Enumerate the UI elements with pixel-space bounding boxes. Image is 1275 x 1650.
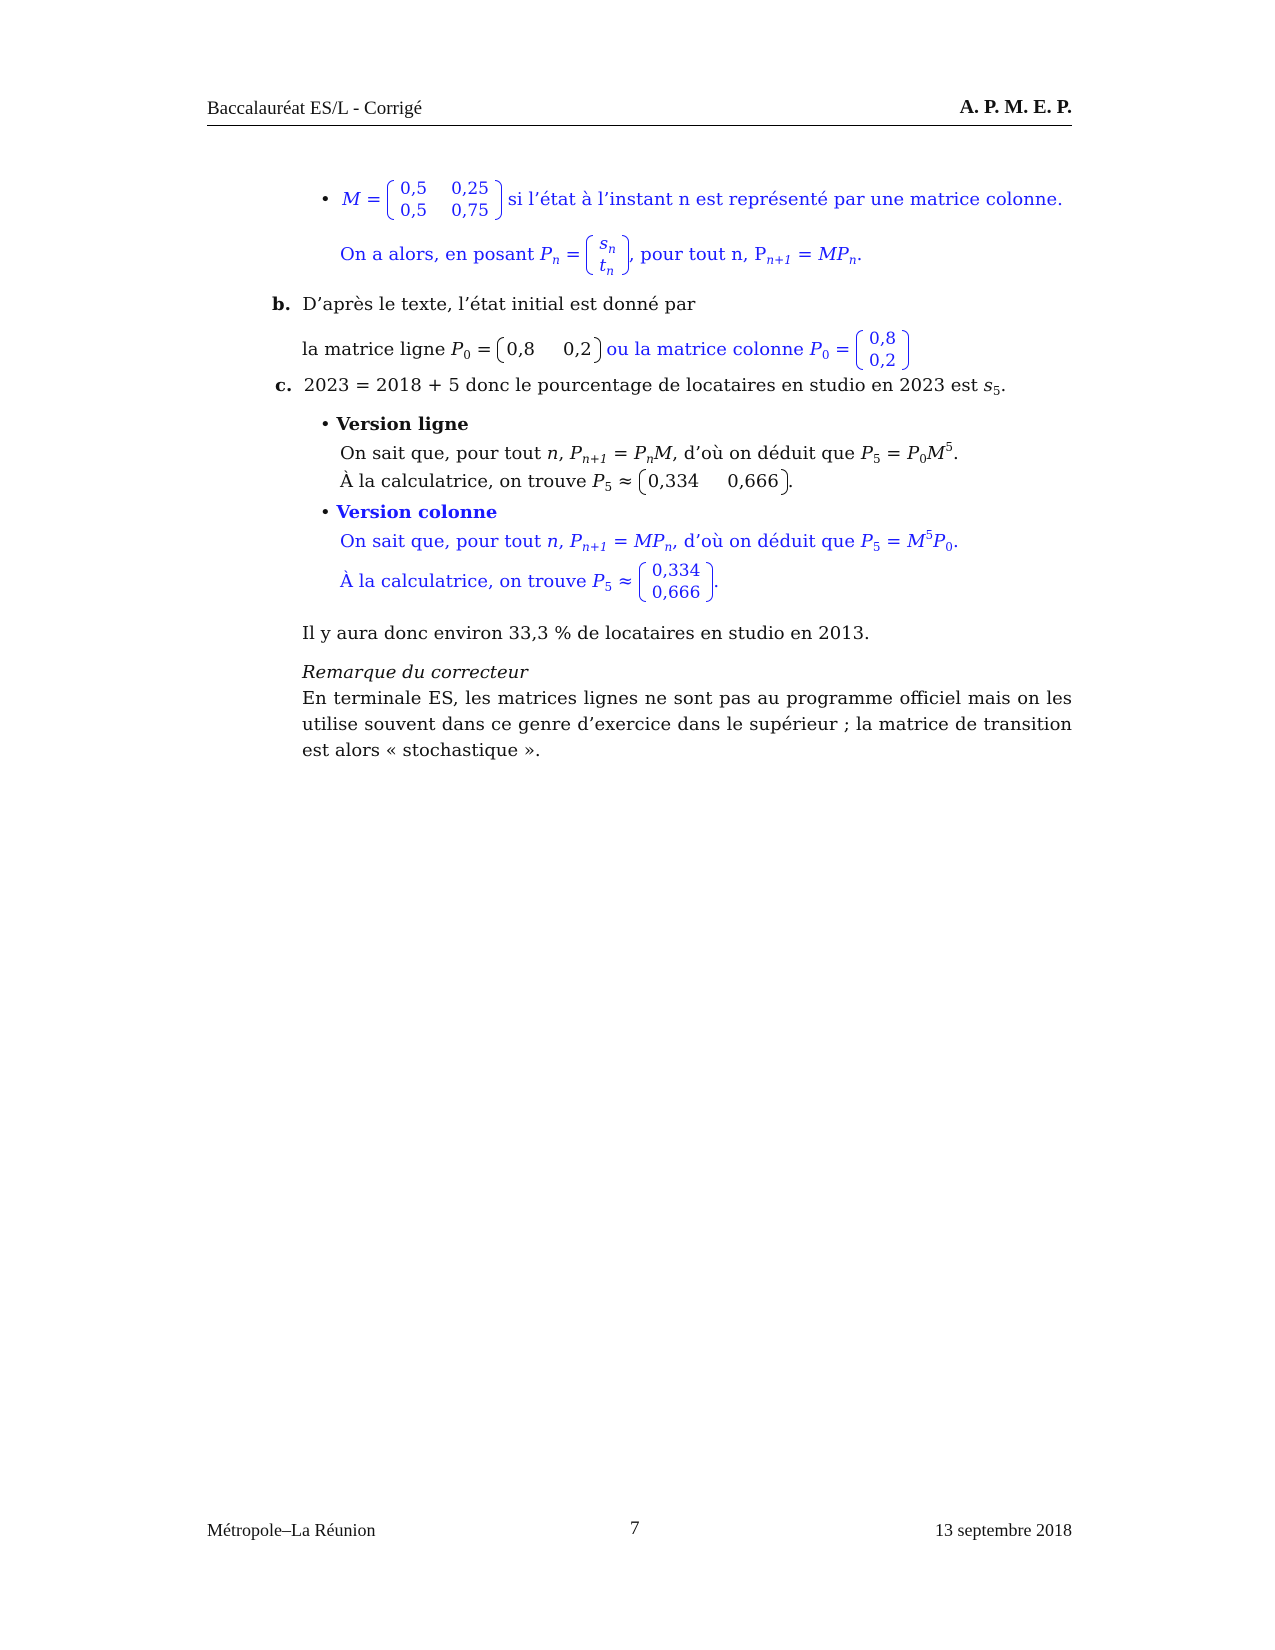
page-number: 7 (630, 1518, 640, 1539)
p5-row-matrix: 0,334 0,666 (639, 470, 788, 494)
item-a-text: si l’état à l’instant n est représenté par une matrice colonne. (507, 189, 1063, 210)
item-c-label: c. (275, 375, 293, 396)
footer-left: Métropole–La Réunion (207, 1520, 376, 1540)
version-ligne-line2: À la calculatrice, on trouve $P_5 \approx 0,334$ 0,666 . (340, 471, 794, 494)
item-a-line2: On a alors, en posant $P_n$ = $s_n$ $t_n$ , pour tout n, $P_{n+1} = MP_n$. (340, 234, 863, 278)
transition-matrix: 0,5 0,25 0,5 0,75 (387, 178, 502, 222)
header-rule (207, 125, 1072, 126)
remark-text: En terminale ES, les matrices lignes ne sont pas au programme officiel mais on les utilise souvent dans ce genre d’exercice dans le supérieur ; la matrice de transition est alors « stochastique ». (302, 688, 1072, 761)
item-b-line1: b. D’après le texte, l’état initial est donné par (272, 294, 696, 315)
footer-date: 13 septembre 2018 (935, 1520, 1072, 1540)
item-b-label: b. (272, 294, 291, 315)
version-colonne-line1: On sait que, pour tout n, $P_{n+1} = MP_n$, d’où on déduit que $P_5 = M^5P_0$. (340, 528, 959, 554)
header-right: A. P. M. E. P. (959, 96, 1072, 118)
item-c-line1: c. 2023 = 2018 + 5 donc le pourcentage de locataires en studio en 2023 est $s_5$. (275, 375, 1007, 398)
m-symbol: M (342, 189, 361, 210)
p0-column-matrix: 0,8 0,2 (856, 328, 909, 372)
item-a-matrix-line: • M = 0,5 0,25 0,5 0,75 si l’état à l’instant n est représenté par une matrice colonne. (320, 179, 1063, 221)
conclusion: Il y aura donc environ 33,3 % de locataires en studio en 2013. (302, 623, 870, 644)
version-colonne-title: • Version colonne (320, 502, 498, 523)
item-a-line2-text: On a alors, en posant (340, 244, 535, 265)
version-ligne-title: • Version ligne (320, 414, 469, 435)
version-colonne-line2: À la calculatrice, on trouve $P_5$ ≈ 0,334 0,666 . (340, 561, 720, 603)
pn-column-matrix: $s_n$ $t_n$ (586, 233, 628, 277)
p5-column-matrix: 0,334 0,666 (639, 560, 714, 604)
bullet: • (320, 189, 331, 210)
item-b-line2: la matrice ligne $P_0 = 0,8$ 0,2 ou la matrice colonne $P_0$ = 0,8 0,2 (302, 328, 909, 372)
remark-title: Remarque du correcteur (302, 662, 528, 683)
version-ligne-line1: On sait que, pour tout n, $P_{n+1} = P_nM$, d’où on déduit que $P_5 = P_0M^5$. (340, 440, 959, 466)
header-left: Baccalauréat ES/L - Corrigé (207, 98, 423, 119)
p0-row-matrix: 0,8 0,2 (497, 338, 600, 362)
